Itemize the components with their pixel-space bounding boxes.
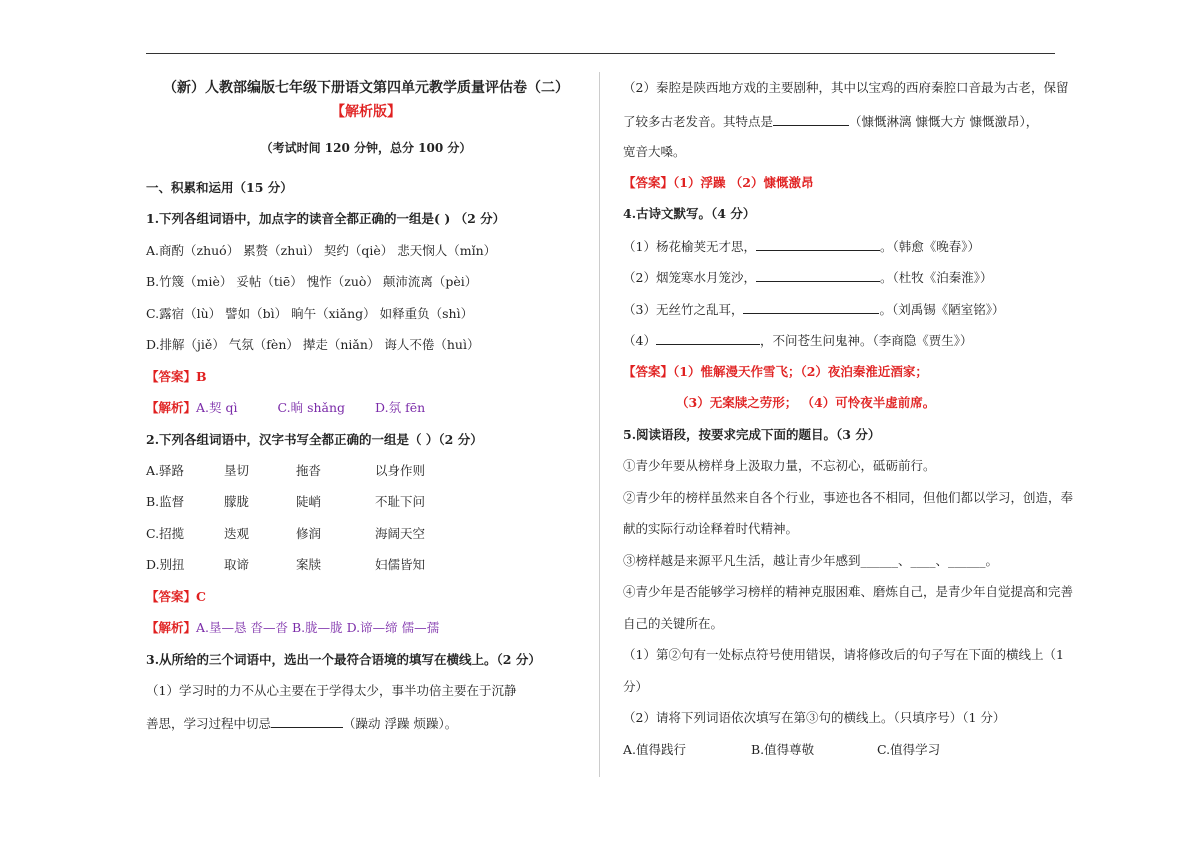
q4-line4: [623, 332, 972, 349]
q2-stem: 2.下列各组词语中，汉字书写全都正确的一组是（ ）（2 分）: [146, 432, 483, 447]
q1-analysis-label: 【解析】: [146, 400, 197, 415]
q2-answer: 【答案】C: [146, 589, 206, 604]
q5-sentence2-line1: ②青少年的榜样虽然来自各个行业，事迹也各不相同，但他们都以学习，创造，奉: [623, 490, 1074, 505]
q3-part1-blank[interactable]: [271, 715, 343, 728]
q5-sentence4-line2: 自己的关键所在。: [623, 616, 724, 631]
q2-cell: A.驿路: [146, 463, 185, 478]
q4-line4-blank[interactable]: [656, 332, 760, 345]
q4-line3-suffix: 。（刘禹锡《陋室铭》）: [879, 302, 1005, 317]
q2-cell: 取谛: [224, 557, 250, 572]
q3-part2-suffix: （慷慨淋漓 慷慨大方 慷慨激昂），: [849, 114, 1039, 129]
q4-line2-prefix: （2）烟笼寒水月笼沙，: [623, 270, 756, 285]
q2-cell: 修润: [296, 526, 322, 541]
q1-option-c: C.露宿（lù） 譬如（bì） 晌午（xiǎng） 如释重负（shì）: [146, 306, 474, 321]
q5-sub1-line1: （1）第②句有一处标点符号使用错误，请将修改后的句子写在下面的横线上（1: [623, 647, 1064, 662]
q3-part2-line2: [623, 113, 1038, 130]
q3-part2-prefix: 了较多古老发音。其特点是: [623, 114, 774, 129]
top-rule: [146, 53, 1055, 54]
q4-line3: [623, 301, 1004, 318]
q2-cell: D.别扭: [146, 557, 185, 572]
q5-option-b: B.值得尊敬: [751, 742, 815, 757]
q1-analysis-d: D.氛 fēn: [375, 400, 426, 415]
q3-part1-suffix: （躁动 浮躁 烦躁）。: [343, 716, 458, 731]
q1-analysis: [146, 400, 425, 416]
q3-stem: 3.从所给的三个词语中，选出一个最符合语境的填写在横线上。（2 分）: [146, 652, 541, 667]
q2-cell: 妇儒皆知: [375, 557, 426, 572]
q5-sub1-line2: 分）: [623, 679, 649, 694]
q4-line2-blank[interactable]: [756, 269, 880, 282]
q1-analysis-c: C.晌 shǎng: [277, 400, 346, 415]
column-divider: [599, 72, 600, 777]
page-title: （新）人教部编版七年级下册语文第四单元教学质量评估卷（二）: [163, 80, 569, 96]
q2-cell: 以身作则: [375, 463, 426, 478]
q4-line2-suffix: 。（杜牧《泊秦淮》）: [879, 270, 993, 285]
q5-sentence2-line2: 献的实际行动诠释着时代精神。: [623, 521, 799, 536]
q5-stem: 5.阅读语段，按要求完成下面的题目。（3 分）: [623, 427, 881, 442]
q4-answer-line1: 【答案】（1）惟解漫天作雪飞；（2）夜泊秦淮近酒家；: [623, 364, 928, 379]
q2-cell: 不耻下问: [375, 494, 426, 509]
q2-cell: C.招揽: [146, 526, 185, 541]
q2-cell: 拖沓: [296, 463, 322, 478]
q3-part1-line1: （1）学习时的力不从心主要在于学得太少，事半功倍主要在于沉静: [146, 683, 517, 698]
q3-answer: 【答案】（1）浮躁 （2）慷慨激昂: [623, 175, 814, 190]
q2-cell: 朦胧: [224, 494, 250, 509]
q2-analysis-label: 【解析】: [146, 620, 197, 635]
q3-part2-line1: （2）秦腔是陕西地方戏的主要剧种，其中以宝鸡的西府秦腔口音最为古老，保留: [623, 80, 1069, 95]
q3-part2-blank[interactable]: [773, 113, 849, 126]
exam-time-note: （考试时间 120 分钟，总分 100 分）: [260, 141, 472, 155]
q1-stem: 1.下列各组词语中，加点字的读音全都正确的一组是( ) （2 分）: [146, 211, 506, 226]
q1-option-a: A.商酌（zhuó） 累赘（zhuì） 契约（qiè） 悲天悯人（mǐn）: [146, 243, 497, 258]
q4-line1: [623, 238, 980, 255]
q2-cell: 海阔天空: [375, 526, 426, 541]
page-subtitle: 【解析版】: [331, 104, 401, 120]
q4-line4-suffix: ，不问苍生问鬼神。（李商隐《贾生》）: [759, 333, 973, 348]
q5-option-c: C.值得学习: [877, 742, 941, 757]
q1-option-d: D.排解（jiě） 气氛（fèn） 撵走（niǎn） 诲人不倦（huì）: [146, 337, 480, 352]
q3-part2-line3: 宽音大嗓。: [623, 144, 686, 159]
q1-answer: 【答案】B: [146, 369, 207, 384]
q1-analysis-a: A.契 qì: [196, 400, 238, 415]
q2-cell: B.监督: [146, 494, 185, 509]
q4-line3-blank[interactable]: [743, 301, 879, 314]
q3-part1-prefix: 善思，学习过程中切忌: [146, 716, 272, 731]
q2-cell: 迭观: [224, 526, 250, 541]
q5-sentence4-line1: ④青少年是否能够学习榜样的精神克服困难、磨炼自己，是青少年自觉提高和完善: [623, 584, 1074, 599]
q1-option-b: B.竹篾（miè） 妥帖（tiē） 愧怍（zuò） 颠沛流离（pèi）: [146, 274, 478, 289]
q4-line1-suffix: 。（韩愈《晚春》）: [879, 239, 980, 254]
q5-sentence1: ①青少年要从榜样身上汲取力量，不忘初心，砥砺前行。: [623, 458, 936, 473]
q2-cell: 垦切: [224, 463, 250, 478]
q5-sub2: （2）请将下列词语依次填写在第③句的横线上。（只填序号）（1 分）: [623, 710, 1006, 725]
q5-option-a: A.值得践行: [623, 742, 687, 757]
q2-cell: 陡峭: [296, 494, 322, 509]
q4-line2: [623, 269, 992, 286]
q2-analysis-text: A.垦—恳 沓—沓 B.胧—胧 D.谛—缔 儒—孺: [196, 620, 440, 635]
q4-line1-blank[interactable]: [756, 238, 880, 251]
q2-cell: 案牍: [296, 557, 322, 572]
q4-line4-prefix: （4）: [623, 333, 656, 348]
q4-stem: 4.古诗文默写。（4 分）: [623, 206, 756, 221]
q2-analysis: [146, 620, 439, 636]
q4-line1-prefix: （1）杨花榆荚无才思，: [623, 239, 756, 254]
q4-line3-prefix: （3）无丝竹之乱耳，: [623, 302, 744, 317]
q3-part1-line2: [146, 715, 457, 732]
section-heading: 一、积累和运用（15 分）: [146, 180, 293, 195]
q4-answer-line2: （3）无案牍之劳形； （4）可怜夜半虚前席。: [676, 395, 936, 410]
q5-sentence3: ③榜样越是来源平凡生活，越让青少年感到______、____、______。: [623, 553, 999, 568]
